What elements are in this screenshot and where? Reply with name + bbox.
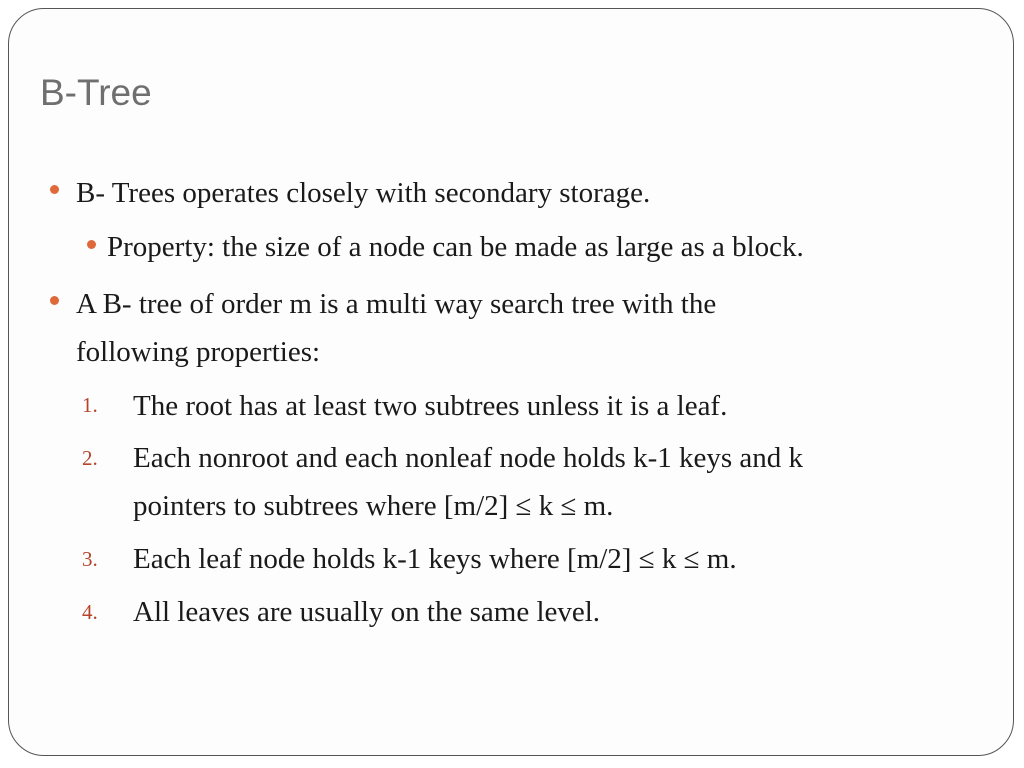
bullet-dot — [50, 185, 59, 194]
bullet-text-continuation: following properties: — [76, 336, 321, 368]
list-item-text: The root has at least two subtrees unless it is a leaf. — [133, 390, 728, 422]
list-item-text: Each leaf node holds k-1 keys where [m/2] ≤ k ≤ m. — [133, 543, 737, 575]
bullet-text: B- Trees operates closely with secondary storage. — [76, 177, 651, 209]
list-number: 4. — [82, 600, 98, 624]
sub-bullet-dot — [87, 240, 96, 249]
list-item-text: All leaves are usually on the same level. — [133, 596, 601, 628]
bullet-dot — [50, 296, 59, 305]
list-number: 1. — [82, 393, 98, 417]
slide-title: B-Tree — [40, 72, 152, 113]
list-item-text: Each nonroot and each nonleaf node holds k-1 keys and k — [133, 442, 804, 474]
list-number: 3. — [82, 547, 98, 571]
sub-bullet-text: Property: the size of a node can be made as large as a block. — [107, 231, 804, 263]
bullet-text: A B- tree of order m is a multi way search tree with the — [76, 288, 717, 320]
list-number: 2. — [82, 446, 98, 470]
list-item-text-continuation: pointers to subtrees where [m/2] ≤ k ≤ m. — [133, 490, 614, 522]
